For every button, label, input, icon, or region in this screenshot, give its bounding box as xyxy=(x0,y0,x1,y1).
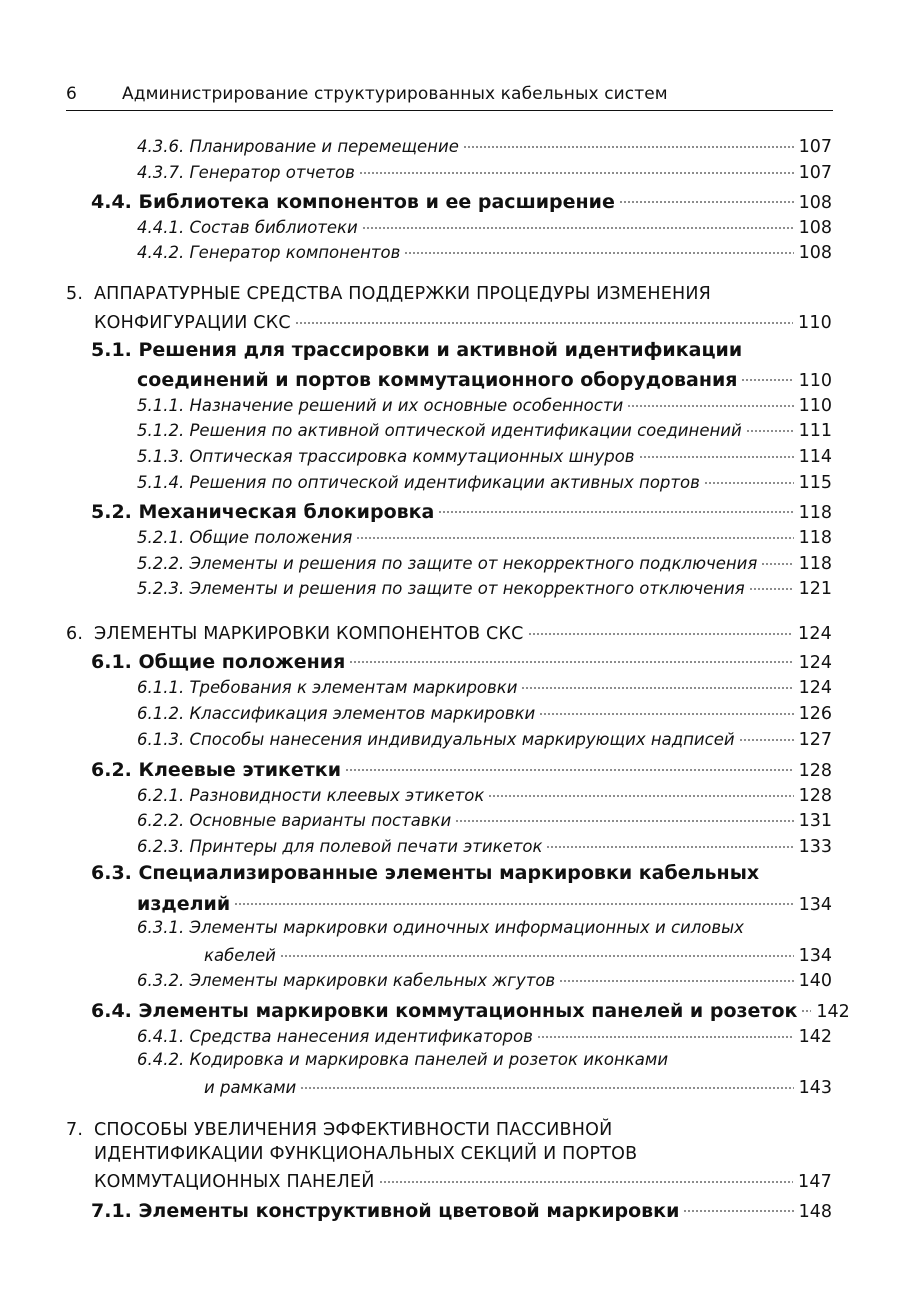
toc-entry-5-2-1[interactable] xyxy=(137,525,832,549)
toc-page-number: 128 xyxy=(798,760,832,781)
dot-leader xyxy=(300,1074,793,1092)
toc-page-number: 134 xyxy=(798,946,832,967)
toc-page-number: 111 xyxy=(798,421,832,442)
toc-entry-title: 6.1.3. Способы нанесения индивидуальных маркирующих надписей xyxy=(137,730,735,750)
toc-entry-title: 5.1.4. Решения по оптической идентификации активных портов xyxy=(137,473,700,493)
dot-leader xyxy=(345,754,794,775)
dot-leader xyxy=(280,942,794,960)
chapter-number: 6. xyxy=(66,624,84,645)
toc-entry-4-3-6[interactable] xyxy=(137,134,832,158)
dot-leader xyxy=(528,619,793,638)
toc-page-number: 108 xyxy=(798,192,832,213)
dot-leader xyxy=(362,214,794,232)
toc-page-number: 143 xyxy=(798,1078,832,1099)
toc-page-number: 110 xyxy=(797,313,832,334)
toc-entry-5-1-1[interactable] xyxy=(137,393,832,417)
toc-page-number: 142 xyxy=(798,1027,832,1048)
toc-entry-title: 4.4.2. Генератор компонентов xyxy=(137,243,401,263)
dot-leader xyxy=(704,469,794,487)
toc-entry-6-1-3[interactable] xyxy=(137,727,832,751)
toc-page-number: 142 xyxy=(816,1001,850,1022)
toc-page-number: 134 xyxy=(798,894,832,915)
toc-page-number: 124 xyxy=(798,652,832,673)
dot-leader xyxy=(546,833,793,851)
dot-leader xyxy=(749,575,794,593)
toc-entry-5-1-2[interactable] xyxy=(137,418,832,442)
toc-entry-title: 5.2.2. Элементы и решения по защите от некорректного подключения xyxy=(137,554,758,574)
running-title: Администрирование структурированных кабельных систем xyxy=(122,84,668,104)
dot-leader xyxy=(438,496,793,517)
toc-entry-title: 5.1.2. Решения по активной оптической идентификации соединений xyxy=(137,421,742,441)
toc-chapter-title-line-1: АППАРАТУРНЫЕ СРЕДСТВА ПОДДЕРЖКИ ПРОЦЕДУРЫ ИЗМЕНЕНИЯ xyxy=(94,284,711,304)
toc-entry-4-3-7[interactable] xyxy=(137,160,832,184)
dot-leader xyxy=(488,782,793,800)
toc-page-number: 118 xyxy=(798,502,832,523)
toc-chapter-title-line-2: ИДЕНТИФИКАЦИИ ФУНКЦИОНАЛЬНЫХ СЕКЦИЙ И ПОРТОВ xyxy=(94,1144,638,1164)
toc-entry-6-1-2[interactable] xyxy=(137,701,832,725)
toc-entry-6-3-cont[interactable] xyxy=(137,889,832,916)
toc-page-number: 147 xyxy=(797,1172,832,1193)
toc-entry-6-2-1[interactable] xyxy=(137,783,832,807)
toc-page-number: 118 xyxy=(798,554,832,575)
dot-leader xyxy=(359,159,794,177)
toc-entry-title: 6.4.1. Средства нанесения идентификаторов xyxy=(137,1027,533,1047)
toc-entry-title: 6.1.2. Классификация элементов маркировки xyxy=(137,704,536,724)
toc-entry-title: 6.4. Элементы маркировки коммутационных панелей и розеток xyxy=(91,999,798,1022)
toc-entry-title-line-2: соединений и портов коммутационного оборудования xyxy=(137,368,738,391)
toc-entry-6-2-3[interactable] xyxy=(137,834,832,858)
dot-leader xyxy=(761,550,793,568)
toc-entry-title: 4.4. Библиотека компонентов и ее расширение xyxy=(91,190,615,213)
toc-entry-title: 5.1.1. Назначение решений и их основные особенности xyxy=(137,396,624,416)
dot-leader xyxy=(739,726,794,744)
toc-entry-5-1-4[interactable] xyxy=(137,470,832,494)
toc-page-number: 107 xyxy=(798,137,832,158)
toc-chapter-5[interactable] xyxy=(66,284,711,305)
toc-page-number: 115 xyxy=(798,473,832,494)
toc-chapter-title-line-1: СПОСОБЫ УВЕЛИЧЕНИЯ ЭФФЕКТИВНОСТИ ПАССИВНОЙ xyxy=(94,1120,613,1140)
toc-page-number: 126 xyxy=(798,704,832,725)
dot-leader xyxy=(404,239,793,257)
toc-entry-5-1-3[interactable] xyxy=(137,444,832,468)
toc-entry-title: 7.1. Элементы конструктивной цветовой маркировки xyxy=(91,1199,680,1222)
toc-chapter-title-line-2: КОНФИГУРАЦИИ СКС xyxy=(94,313,291,334)
toc-entry-title: 4.3.7. Генератор отчетов xyxy=(137,163,355,183)
toc-page-number: 148 xyxy=(798,1201,832,1222)
toc-chapter-title: ЭЛЕМЕНТЫ МАРКИРОВКИ КОМПОНЕНТОВ СКС xyxy=(94,624,524,645)
toc-page-number: 140 xyxy=(798,971,832,992)
dot-leader xyxy=(295,308,793,327)
chapter-number: 7. xyxy=(66,1120,84,1140)
toc-entry-title-line-2: и рамками xyxy=(204,1078,297,1098)
dot-leader xyxy=(683,1195,793,1216)
toc-entry-title: 6.2.1. Разновидности клеевых этикеток xyxy=(137,786,485,806)
toc-entry-6-1[interactable] xyxy=(91,647,832,674)
toc-entry-6-4-1[interactable] xyxy=(137,1024,832,1048)
toc-entry-title-line-2: изделий xyxy=(137,892,231,915)
toc-entry-5-2-3[interactable] xyxy=(137,576,832,600)
toc-entry-title-line-1: 6.4.2. Кодировка и маркировка панелей и розеток иконками xyxy=(137,1050,669,1069)
dot-leader xyxy=(619,186,794,207)
dot-leader xyxy=(539,700,793,718)
toc-entry-title: 5.2.1. Общие положения xyxy=(137,528,353,548)
toc-entry-5-1[interactable] xyxy=(91,339,742,362)
toc-entry-4-4-2[interactable] xyxy=(137,240,832,264)
toc-entry-title: 6.2. Клеевые этикетки xyxy=(91,758,342,781)
toc-entry-6-2[interactable] xyxy=(91,755,832,782)
toc-entry-title: 4.3.6. Планирование и перемещение xyxy=(137,137,459,157)
dot-leader xyxy=(349,646,793,667)
toc-page-number: 107 xyxy=(798,163,832,184)
toc-page-number: 121 xyxy=(798,579,832,600)
toc-entry-5-2[interactable] xyxy=(91,497,832,524)
toc-page-number: 133 xyxy=(798,837,832,858)
toc-entry-title: 6.3.2. Элементы маркировки кабельных жгутов xyxy=(137,971,556,991)
page-number: 6 xyxy=(66,84,77,104)
toc-page-number: 118 xyxy=(798,528,832,549)
toc-page-number: 110 xyxy=(798,396,832,417)
dot-leader xyxy=(234,888,793,909)
toc-page-number: 127 xyxy=(798,730,832,751)
toc-entry-title-line-1: 6.3. Специализированные элементы маркировки кабельных xyxy=(91,862,760,884)
toc-page-number: 108 xyxy=(798,218,832,239)
toc-chapter-5-cont[interactable] xyxy=(94,309,832,334)
toc-entry-4-4[interactable] xyxy=(91,187,832,214)
dot-leader xyxy=(746,417,794,435)
toc-page-number: 128 xyxy=(798,786,832,807)
toc-page-number: 131 xyxy=(798,811,832,832)
toc-entry-title-line-1: 5.1. Решения для трассировки и активной идентификации xyxy=(91,339,743,361)
dot-leader xyxy=(639,443,794,461)
toc-entry-6-2-2[interactable] xyxy=(137,808,832,832)
dot-leader xyxy=(537,1023,794,1041)
dot-leader xyxy=(463,133,794,151)
toc-entry-6-1-1[interactable] xyxy=(137,675,832,699)
toc-entry-5-1-cont[interactable] xyxy=(137,365,832,392)
toc-entry-6-3-2[interactable] xyxy=(137,968,832,992)
dot-leader xyxy=(521,674,793,692)
dot-leader xyxy=(627,392,793,410)
toc-chapter-7-cont-2[interactable] xyxy=(94,1168,832,1193)
toc-entry-title: 5.1.3. Оптическая трассировка коммутационных шнуров xyxy=(137,447,635,467)
toc-chapter-6[interactable] xyxy=(66,620,832,645)
toc-chapter-7-cont-1[interactable] xyxy=(94,1144,637,1165)
toc-page-number: 124 xyxy=(798,678,832,699)
toc-entry-6-3-1[interactable] xyxy=(137,918,744,938)
toc-entry-6-4-2-cont[interactable] xyxy=(204,1075,832,1099)
toc-entry-7-1[interactable] xyxy=(91,1196,832,1223)
toc-entry-title: 5.2.3. Элементы и решения по защите от некорректного отключения xyxy=(137,579,745,599)
toc-entry-title: 6.2.2. Основные варианты поставки xyxy=(137,811,452,831)
toc-entry-4-4-1[interactable] xyxy=(137,215,832,239)
toc-entry-title: 4.4.1. Состав библиотеки xyxy=(137,218,358,238)
toc-page-number: 124 xyxy=(797,624,832,645)
toc-entry-6-3[interactable] xyxy=(91,862,759,885)
toc-entry-6-4-2[interactable] xyxy=(137,1050,668,1070)
toc-entry-5-2-2[interactable] xyxy=(137,551,832,575)
toc-entry-title: 6.1.1. Требования к элементам маркировки xyxy=(137,678,518,698)
dot-leader xyxy=(455,807,793,825)
toc-entry-title-line-1: 6.3.1. Элементы маркировки одиночных информационных и силовых xyxy=(137,918,744,937)
dot-leader xyxy=(356,524,793,542)
toc-entry-title: 5.2. Механическая блокировка xyxy=(91,500,435,523)
toc-chapter-7[interactable] xyxy=(66,1120,612,1141)
dot-leader xyxy=(379,1167,793,1186)
dot-leader xyxy=(559,967,793,985)
dot-leader xyxy=(801,995,811,1016)
toc-entry-6-3-1-cont[interactable] xyxy=(204,943,832,967)
chapter-number: 5. xyxy=(66,284,84,304)
toc-page-number: 114 xyxy=(798,447,832,468)
toc-entry-title: 6.2.3. Принтеры для полевой печати этикеток xyxy=(137,837,543,857)
toc-entry-title-line-2: кабелей xyxy=(204,946,276,966)
toc-entry-title: 6.1. Общие положения xyxy=(91,650,346,673)
dot-leader xyxy=(741,364,793,385)
toc-entry-6-4[interactable] xyxy=(91,996,850,1023)
toc-page-number: 108 xyxy=(798,243,832,264)
toc-page-number: 110 xyxy=(798,370,832,391)
toc-chapter-title-line-3: КОММУТАЦИОННЫХ ПАНЕЛЕЙ xyxy=(94,1172,375,1193)
